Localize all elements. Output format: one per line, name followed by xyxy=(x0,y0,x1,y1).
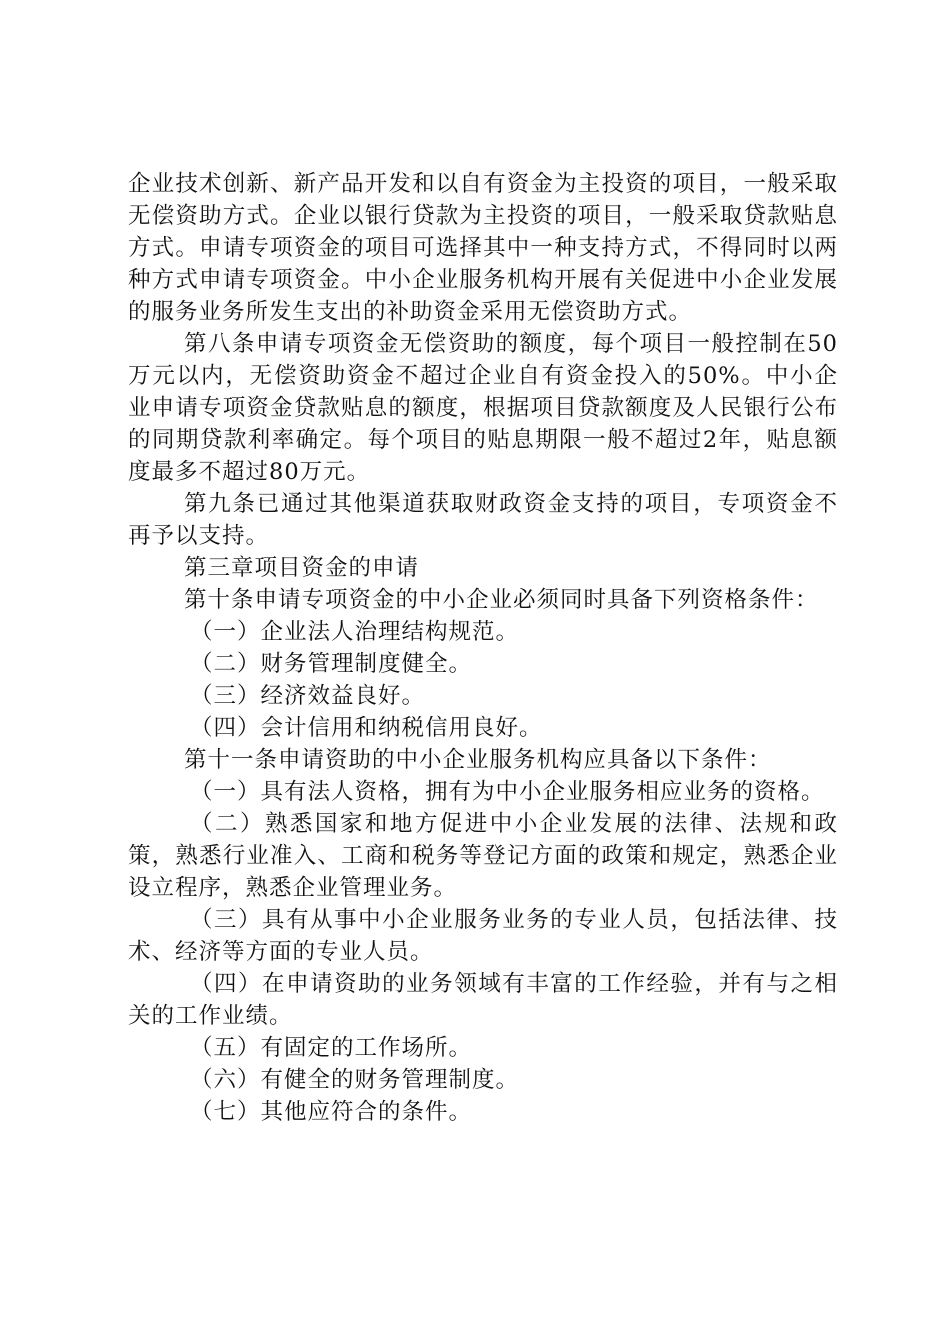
paragraph-funding-methods: 企业技术创新、新产品开发和以自有资金为主投资的项目，一般采取无偿资助方式。企业以银行贷款为主投资的项目，一般采取贷款贴息方式。申请专项资金的项目可选择其中一种支持方式，不得同时以两种方式申请专项资金。中小企业服务机构开展有关促进中小企业发展的服务业务所发生支出的补助资金采用无偿资助方式。 xyxy=(128,171,838,325)
list-item: （四）在申请资助的业务领域有丰富的工作经验，并有与之相关的工作业绩。 xyxy=(128,971,838,1029)
paragraph-article-11: 第十一条申请资助的中小企业服务机构应具备以下条件： xyxy=(184,747,772,773)
chapter-heading: 第三章项目资金的申请 xyxy=(184,555,420,581)
list-item: （二）熟悉国家和地方促进中小企业发展的法律、法规和政策，熟悉行业准入、工商和税务等登记方面的政策和规定，熟悉企业设立程序，熟悉企业管理业务。 xyxy=(128,811,838,901)
list-item: （二）财务管理制度健全。 xyxy=(190,651,473,677)
list-item: （一）具有法人资格，拥有为中小企业服务相应业务的资格。 xyxy=(190,779,825,805)
list-item: （一）企业法人治理结构规范。 xyxy=(190,619,520,645)
list-item: （三）经济效益良好。 xyxy=(190,683,426,709)
paragraph-article-8: 第八条申请专项资金无偿资助的额度，每个项目一般控制在50万元以内，无偿资助资金不超过企业自有资金投入的50%。中小企业申请专项资金贷款贴息的额度，根据项目贷款额度及人民银行公布的同期贷款利率确定。每个项目的贴息期限一般不超过2年，贴息额度最多不超过80万元。 xyxy=(128,331,838,485)
document-body xyxy=(128,168,838,1128)
list-item: （三）具有从事中小企业服务业务的专业人员，包括法律、技术、经济等方面的专业人员。 xyxy=(128,907,838,965)
list-item: （七）其他应符合的条件。 xyxy=(190,1099,473,1125)
list-item: （五）有固定的工作场所。 xyxy=(190,1035,473,1061)
paragraph-article-9: 第九条已通过其他渠道获取财政资金支持的项目，专项资金不再予以支持。 xyxy=(128,491,838,549)
list-item: （六）有健全的财务管理制度。 xyxy=(190,1067,520,1093)
list-item: （四）会计信用和纳税信用良好。 xyxy=(190,715,543,741)
paragraph-article-10: 第十条申请专项资金的中小企业必须同时具备下列资格条件： xyxy=(184,587,819,613)
